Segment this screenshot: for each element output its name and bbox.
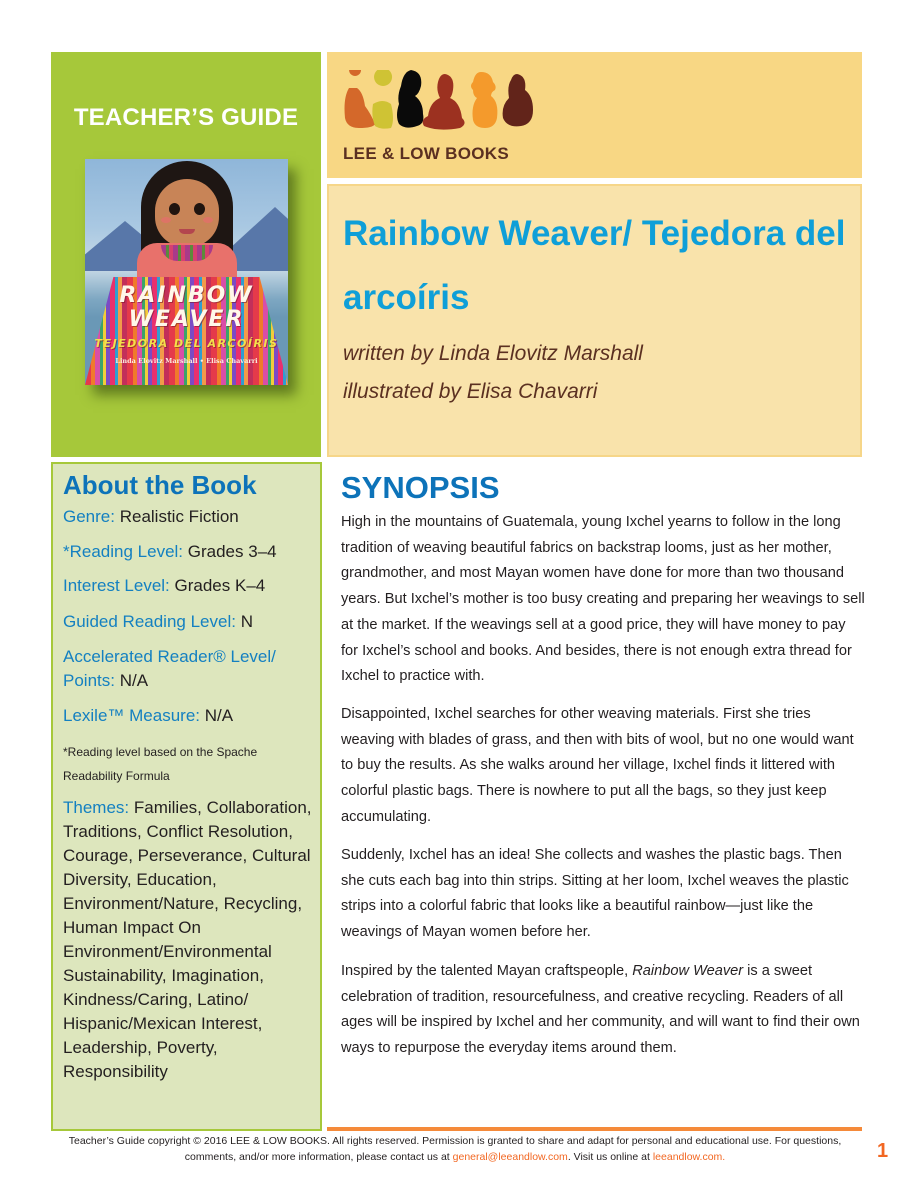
about-label: Lexile™ Measure: xyxy=(63,706,201,725)
teacher-guide-label: TEACHER’S GUIDE xyxy=(73,104,299,131)
publisher-logo-band xyxy=(327,52,862,178)
about-item-genre xyxy=(63,505,315,529)
author-credit: written by Linda Elovitz Marshall xyxy=(343,342,643,365)
synopsis-text: Inspired by the talented Mayan craftspeople, xyxy=(341,963,633,979)
synopsis-paragraph-last xyxy=(341,959,866,1062)
synopsis-paragraph: Suddenly, Ixchel has an idea! She collects and washes the plastic bags. Then she cuts each bag into thin strips. Sitting at her loom, Ixchel weaves the plastic strips into a colorful fabric that looks like a beautiful rainbow—just like the weavings of Mayan women before her. xyxy=(341,847,849,941)
about-label: Interest Level: xyxy=(63,576,170,595)
themes-value: Families, Collaboration, Traditions, Conflict Resolution, Courage, Perseverance, Cultural Diversity, Education, Environment/Nature, Recycling, Human Impact On Environment/Environmental Sustainability, Imagination, Kindness/Caring, Latino/ Hispanic/Mexican Interest, Leadership, Poverty, Responsibility xyxy=(63,798,312,1081)
publisher-name: LEE & LOW BOOKS xyxy=(343,144,509,163)
publisher-logo-icon xyxy=(341,70,541,132)
synopsis-text: is a sweet celebration of tradition, resourcefulness, and creative recycling. Readers of all ages will be inspired by Ixchel and her community, and will want to find their own ways to repurpose the everyday items around them. xyxy=(341,963,860,1057)
silhouette-figures-icon xyxy=(345,70,534,130)
about-label: Guided Reading Level: xyxy=(63,612,236,631)
illustrator-credit: illustrated by Elisa Chavarri xyxy=(343,380,598,403)
about-value: N/A xyxy=(119,671,149,690)
book-title: Rainbow Weaver/ Tejedora del arcoíris xyxy=(343,214,846,317)
girl-eye-right xyxy=(194,203,205,215)
page-number: 1 xyxy=(877,1140,889,1162)
website-link[interactable]: leeandlow.com. xyxy=(652,1151,726,1163)
girl-cheek-right xyxy=(203,217,213,223)
book-cover-image xyxy=(85,159,288,385)
girl-mouth xyxy=(179,229,195,234)
about-item-reading-level xyxy=(63,540,315,564)
synopsis-paragraph: High in the mountains of Guatemala, young Ixchel yearns to follow in the long tradition of weaving beautiful fabrics on backstrap looms, just as her mother, grandmother, and most Mayan women have done for more than two thousand years. But Ixchel’s mother is too busy creating and preparing her weavings to sell at the market. If the weavings sell at a good price, they will have money to pay for Ixchel’s school and books. And besides, there is not enough extra thread for Ixchel to practice with. xyxy=(341,514,865,685)
cover-title-line1: RAINBOW xyxy=(119,283,254,308)
synopsis-heading: SYNOPSIS xyxy=(341,470,500,505)
girl-face-shape xyxy=(155,179,219,247)
footer-text: Teacher’s Guide copyright © 2016 LEE & LOW BOOKS. All rights reserved. Permission is granted to share and adapt for personal and educational use. For questions, comments, and/or more information, please contact us at xyxy=(68,1135,842,1163)
reading-level-note: *Reading level based on the Spache Readability Formula xyxy=(63,745,258,783)
about-value: N/A xyxy=(204,706,234,725)
about-item-lexile xyxy=(63,704,315,728)
about-item-accelerated-reader xyxy=(63,645,315,693)
about-value: N xyxy=(240,612,253,631)
about-label: *Reading Level: xyxy=(63,542,184,561)
footer-copyright xyxy=(60,1133,850,1165)
email-link[interactable]: general@leeandlow.com xyxy=(452,1151,568,1163)
about-heading: About the Book xyxy=(63,470,257,500)
about-item-interest-level xyxy=(63,574,315,598)
cover-credits: Linda Elovitz Marshall • Elisa Chavarri xyxy=(115,357,258,365)
about-item-themes xyxy=(63,796,315,1084)
about-the-book-panel xyxy=(51,462,322,1131)
about-value: Grades K–4 xyxy=(174,576,266,595)
girl-eye-left xyxy=(169,203,180,215)
about-value: Grades 3–4 xyxy=(187,542,277,561)
footer-divider xyxy=(327,1127,862,1131)
themes-label: Themes: xyxy=(63,798,130,817)
teacher-guide-panel xyxy=(51,52,321,457)
about-value: Realistic Fiction xyxy=(119,507,239,526)
footer-text: . Visit us online at xyxy=(567,1151,653,1163)
book-title-italic: Rainbow Weaver xyxy=(632,963,744,979)
about-label: Genre: xyxy=(63,507,115,526)
girl-collar-embroidery xyxy=(161,245,213,261)
cover-title-line2: WEAVER xyxy=(128,307,245,332)
cover-subtitle: TEJEDORA DEL ARCOÍRIS xyxy=(94,337,279,350)
girl-cheek-left xyxy=(161,217,171,223)
about-label: Accelerated Reader® Level/ Points: xyxy=(63,647,276,690)
synopsis-paragraph: Disappointed, Ixchel searches for other weaving materials. First she tries weaving with blades of grass, and then with bits of wool, but no one would want to buy the results. As she walks around her village, Ixchel finds it littered with colorful plastic bags. There is nowhere to put all the bags, so they just keep accumulating. xyxy=(341,706,854,825)
about-item-guided-reading xyxy=(63,610,315,634)
book-title-box xyxy=(327,184,862,457)
